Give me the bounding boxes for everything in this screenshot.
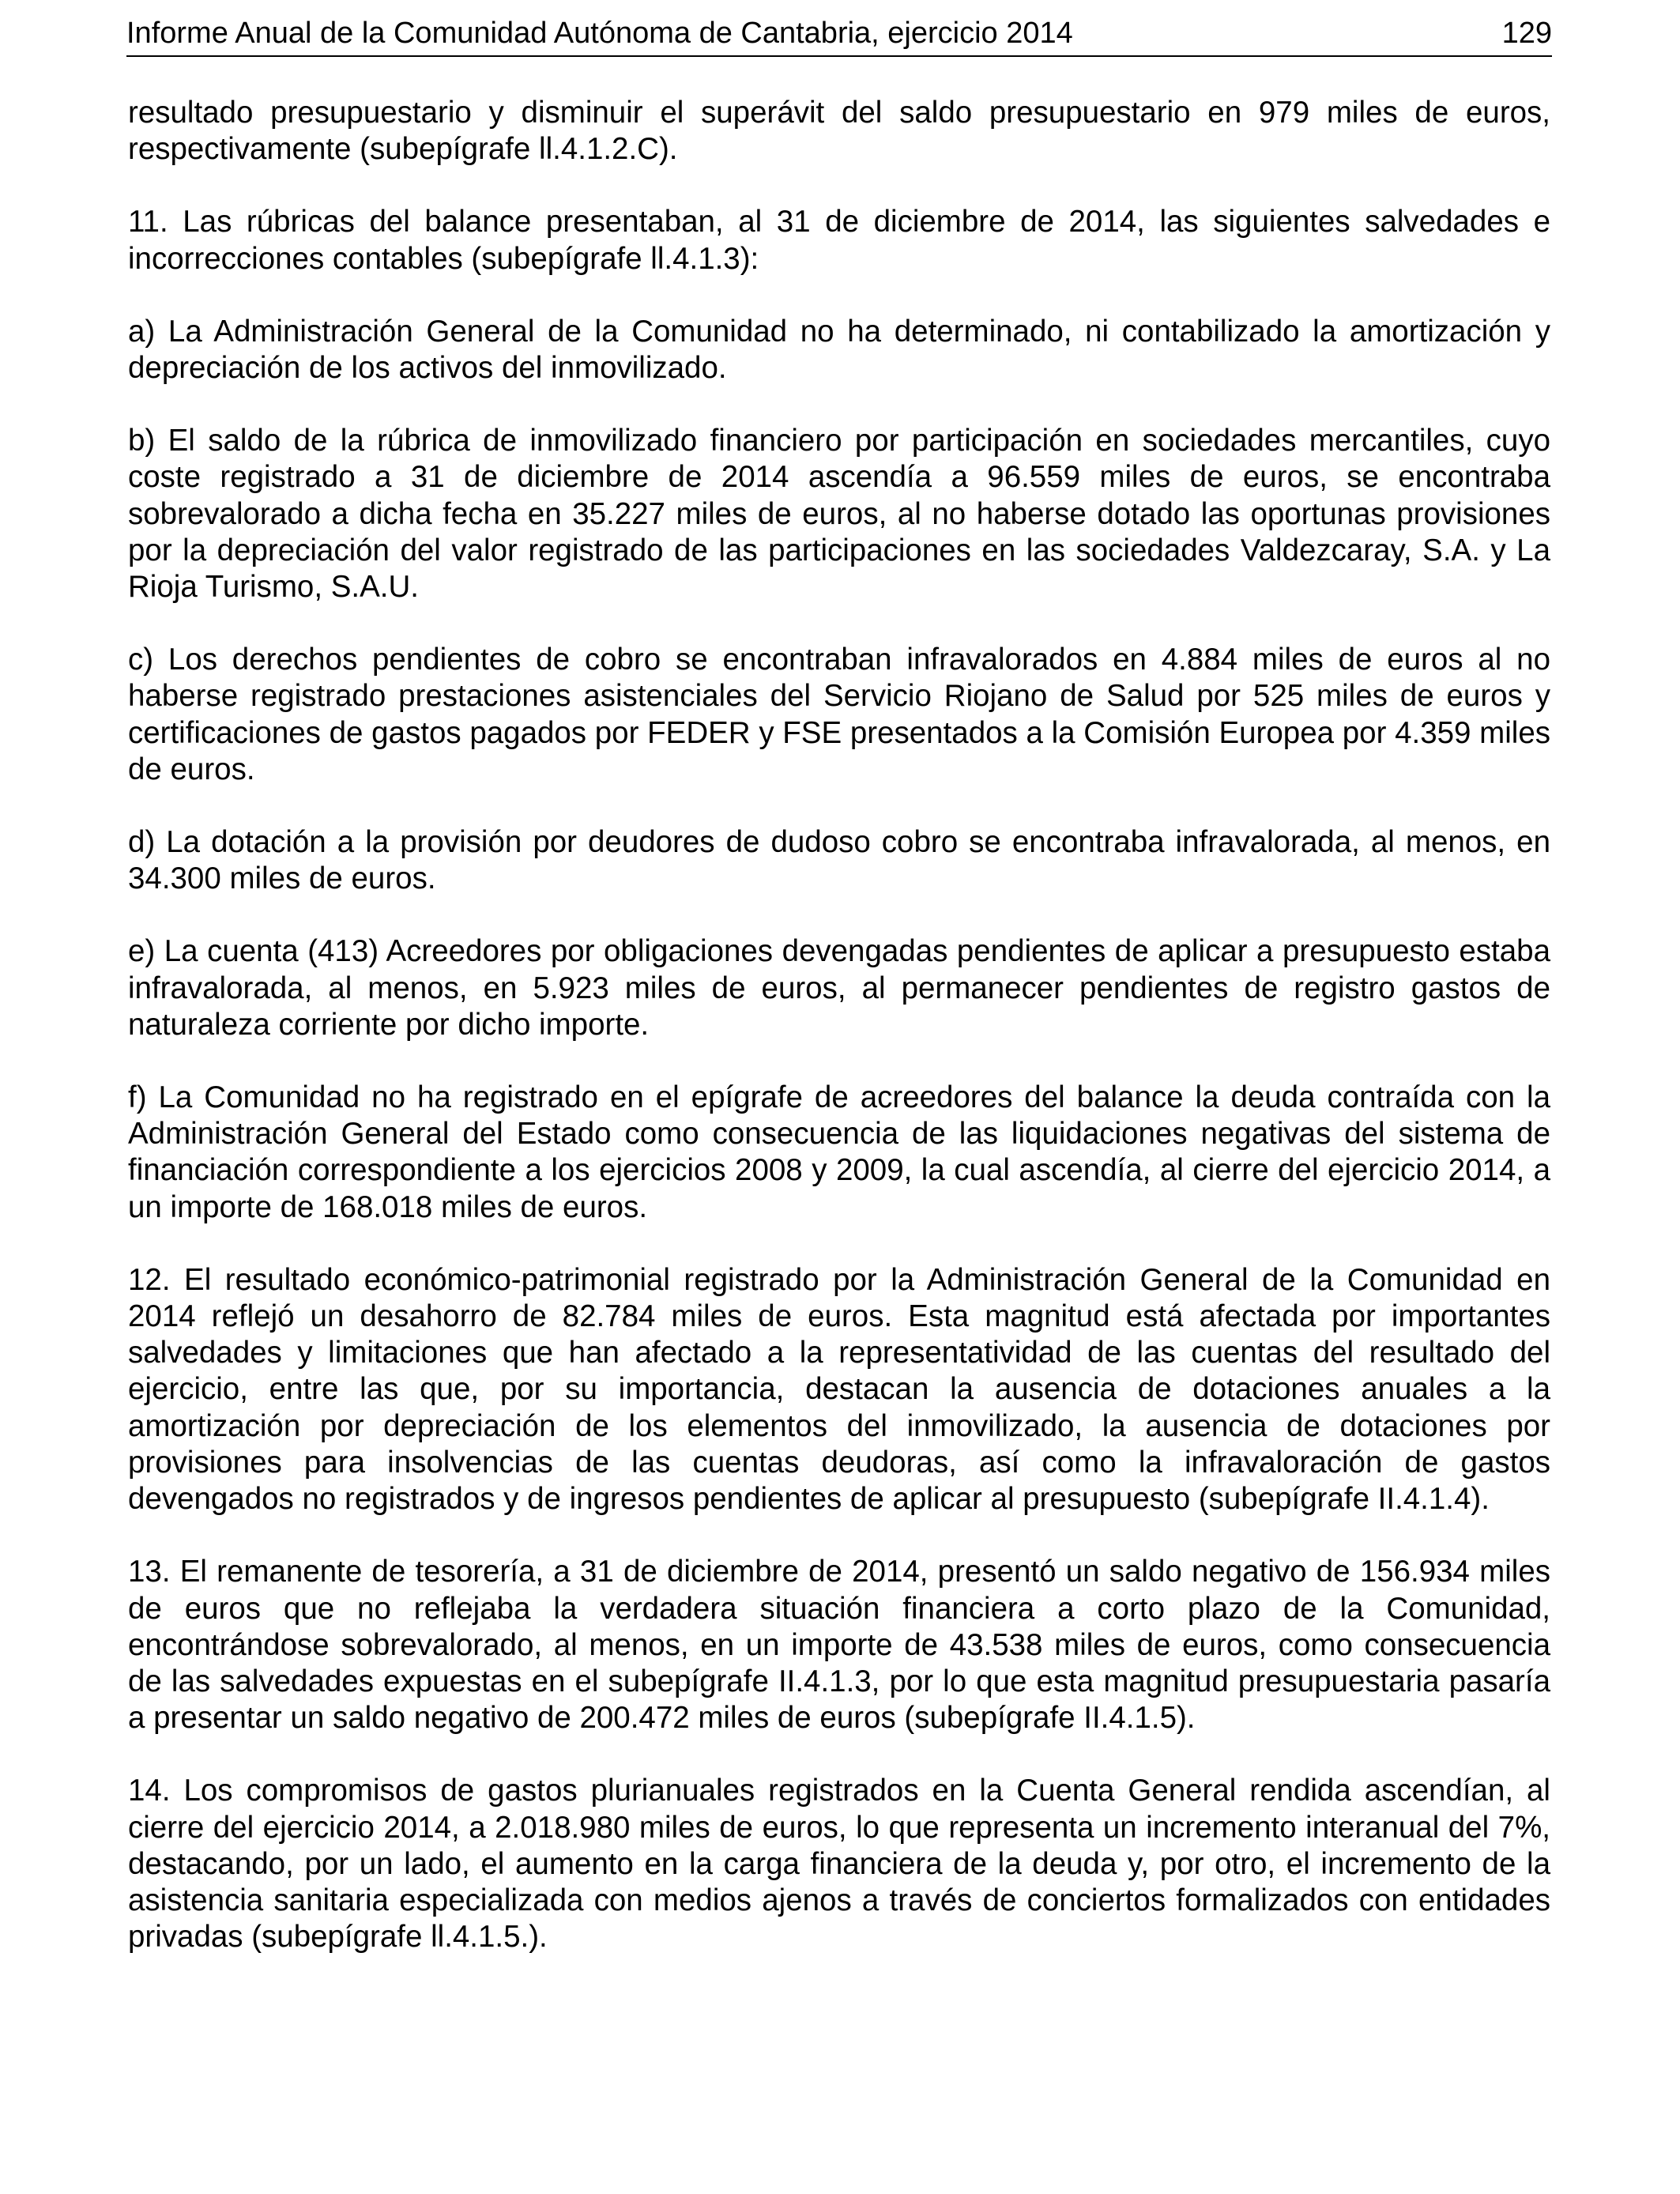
paragraph-11: 11. Las rúbricas del balance presentaban, al 31 de diciembre de 2014, las siguientes salvedades e incorrecciones contables (subepígrafe ll.4.1.3):	[128, 205, 1550, 276]
paragraph-14: 14. Los compromisos de gastos plurianuales registrados en la Cuenta General rendida ascendían, al cierre del ejercicio 2014, a 2.018.980 miles de euros, lo que representa un incremento interanual del 7%, destacando, por un lado, el aumento en la carga financiera de la deuda y, por otro, el incremento de la asistencia sanitaria especializada con medios ajenos a través de conciertos formalizados con entidades privadas (subepígrafe ll.4.1.5.).	[128, 1774, 1550, 1955]
page-header	[126, 14, 1552, 57]
paragraph-continuation: resultado presupuestario y disminuir el superávit del saldo presupuestario en 979 miles de euros, respectivamente (subepígrafe ll.4.1.2.C).	[128, 96, 1550, 167]
paragraph-11-d: d) La dotación a la provisión por deudores de dudoso cobro se encontraba infravalorada, al menos, en 34.300 miles de euros.	[128, 825, 1550, 896]
paragraph-11-e: e) La cuenta (413) Acreedores por obligaciones devengadas pendientes de aplicar a presupuesto estaba infravalorada, al menos, en 5.923 miles de euros, al permanecer pendientes de registro gastos de naturaleza corriente por dicho importe.	[128, 934, 1550, 1042]
page-number: 129	[1501, 17, 1552, 50]
document-body	[128, 95, 1550, 1992]
paragraph-11-f: f) La Comunidad no ha registrado en el epígrafe de acreedores del balance la deuda contraída con la Administración General del Estado como consecuencia de las liquidaciones negativas del sistema de financiación correspondiente a los ejercicios 2008 y 2009, la cual ascendía, al cierre del ejercicio 2014, a un importe de 168.018 miles de euros.	[128, 1080, 1550, 1224]
paragraph-12: 12. El resultado económico-patrimonial registrado por la Administración General de la Comunidad en 2014 reflejó un desahorro de 82.784 miles de euros. Esta magnitud está afectada por importantes salvedades y limitaciones que han afectado a la representatividad de las cuentas del resultado del ejercicio, entre las que, por su importancia, destacan la ausencia de dotaciones anuales a la amortización por depreciación de los elementos del inmovilizado, la ausencia de dotaciones por provisiones para insolvencias de las cuentas deudoras, así como la infravaloración de gastos devengados no registrados y de ingresos pendientes de aplicar al presupuesto (subepígrafe II.4.1.4).	[128, 1262, 1550, 1517]
paragraph-11-b: b) El saldo de la rúbrica de inmovilizado financiero por participación en sociedades mercantiles, cuyo coste registrado a 31 de diciembre de 2014 ascendía a 96.559 miles de euros, se encontraba sobrevalorado a dicha fecha en 35.227 miles de euros, al no haberse dotado las oportunas provisiones por la depreciación del valor registrado de las participaciones en las sociedades Valdezcaray, S.A. y La Rioja Turismo, S.A.U.	[128, 424, 1550, 605]
paragraph-11-a: a) La Administración General de la Comunidad no ha determinado, ni contabilizado la amortización y depreciación de los activos del inmovilizado.	[128, 314, 1550, 386]
header-title: Informe Anual de la Comunidad Autónoma de Cantabria, ejercicio 2014	[126, 17, 1073, 50]
paragraph-13: 13. El remanente de tesorería, a 31 de diciembre de 2014, presentó un saldo negativo de 156.934 miles de euros que no reflejaba la verdadera situación financiera a corto plazo de la Comunidad, encontrándose sobrevalorado, al menos, en un importe de 43.538 miles de euros, como consecuencia de las salvedades expuestas en el subepígrafe II.4.1.3, por lo que esta magnitud presupuestaria pasaría a presentar un saldo negativo de 200.472 miles de euros (subepígrafe II.4.1.5).	[128, 1555, 1550, 1736]
paragraph-11-c: c) Los derechos pendientes de cobro se encontraban infravalorados en 4.884 miles de euros al no haberse registrado prestaciones asistenciales del Servicio Riojano de Salud por 525 miles de euros y certificaciones de gastos pagados por FEDER y FSE presentados a la Comisión Europea por 4.359 miles de euros.	[128, 643, 1550, 786]
